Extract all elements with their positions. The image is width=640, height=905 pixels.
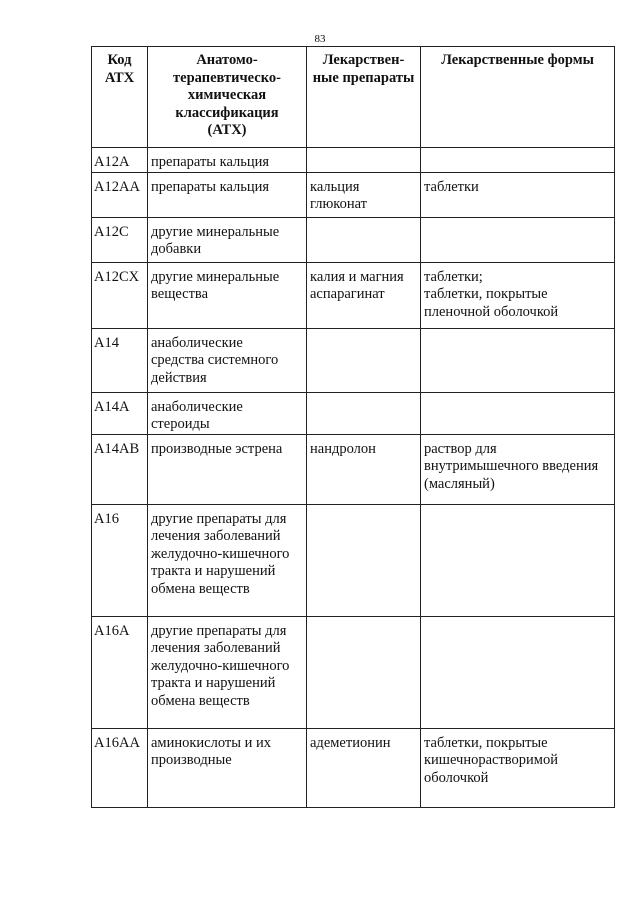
cell-classification [148, 728, 307, 807]
table-row [92, 434, 615, 504]
cell-form [421, 392, 615, 434]
table-row [92, 616, 615, 728]
table-row [92, 392, 615, 434]
page-number: 83 [314, 33, 326, 45]
cell-code [92, 172, 148, 217]
cell-code [92, 392, 148, 434]
cell-code [92, 616, 148, 728]
header-drugs-text: Лекарствен- ные препараты [312, 52, 415, 86]
cell-code-text: A14A [94, 398, 130, 415]
cell-drug [307, 217, 421, 262]
cell-code-text: A12AA [94, 178, 140, 195]
header-row [92, 47, 615, 148]
cell-code-text: A12CX [94, 268, 140, 285]
cell-classification-text: другие препараты для лечения заболеваний желудочно-кишечного тракта и нарушений обмена веществ [151, 510, 290, 597]
header-forms-text: Лекарственные формы [441, 52, 594, 68]
cell-classification-text: анаболические стероиды [151, 398, 243, 432]
cell-form-text: таблетки; таблетки, покрытые пленочной оболочкой [424, 268, 559, 320]
header-code [92, 47, 148, 148]
cell-code-text: A16 [94, 510, 119, 527]
header-classification [148, 47, 307, 148]
cell-form [421, 616, 615, 728]
cell-classification-text: другие минеральные вещества [151, 268, 280, 302]
cell-code [92, 217, 148, 262]
cell-classification [148, 392, 307, 434]
cell-form [421, 217, 615, 262]
header-code-text: Код АТХ [104, 52, 135, 86]
cell-code-text: A16A [94, 622, 130, 639]
table-row [92, 148, 615, 173]
cell-drug-text: нандролон [310, 440, 376, 457]
cell-code [92, 434, 148, 504]
cell-classification [148, 148, 307, 173]
cell-code [92, 328, 148, 392]
cell-classification-text: другие минеральные добавки [151, 223, 280, 257]
cell-classification [148, 504, 307, 616]
cell-code [92, 148, 148, 173]
cell-code-text: A14AB [94, 440, 140, 457]
cell-code-text: A14 [94, 334, 119, 351]
cell-drug [307, 328, 421, 392]
cell-code [92, 262, 148, 328]
table-body [92, 148, 615, 808]
table-row [92, 328, 615, 392]
cell-classification-text: анаболические средства системного действия [151, 334, 279, 386]
cell-code [92, 504, 148, 616]
cell-form [421, 148, 615, 173]
cell-drug [307, 172, 421, 217]
table-row [92, 172, 615, 217]
cell-form [421, 262, 615, 328]
table-row [92, 504, 615, 616]
cell-classification [148, 434, 307, 504]
cell-code-text: A16AA [94, 734, 140, 751]
cell-classification [148, 616, 307, 728]
cell-classification-text: препараты кальция [151, 178, 270, 195]
header-classification-text: Анатомо- терапевтическо- химическая классификация (АТХ) [173, 52, 281, 138]
cell-classification [148, 217, 307, 262]
table-row [92, 728, 615, 807]
cell-form [421, 328, 615, 392]
cell-form [421, 434, 615, 504]
header-forms [421, 47, 615, 148]
cell-drug-text: адеметионин [310, 734, 391, 751]
cell-classification-text: препараты кальция [151, 154, 270, 170]
cell-classification-text: аминокислоты и их производные [151, 734, 272, 768]
cell-form-text: таблетки, покрытые кишечнорастворимой оболочкой [424, 734, 558, 786]
cell-drug [307, 616, 421, 728]
table-row [92, 217, 615, 262]
cell-drug [307, 434, 421, 504]
cell-drug-text: кальция глюконат [310, 178, 367, 212]
cell-form [421, 504, 615, 616]
header-drugs [307, 47, 421, 148]
cell-code-text: A12A [94, 154, 130, 170]
cell-classification [148, 262, 307, 328]
atx-classification-table [91, 46, 615, 808]
cell-drug-text: калия и магния аспарагинат [310, 268, 404, 302]
cell-code [92, 728, 148, 807]
cell-drug [307, 728, 421, 807]
cell-form-text: таблетки [424, 178, 479, 195]
cell-form-text: раствор для внутримышечного введения (масляный) [424, 440, 599, 492]
table-row [92, 262, 615, 328]
cell-classification-text: другие препараты для лечения заболеваний желудочно-кишечного тракта и нарушений обмена веществ [151, 622, 290, 709]
cell-drug [307, 392, 421, 434]
cell-drug [307, 504, 421, 616]
table-header [92, 47, 615, 148]
cell-classification [148, 172, 307, 217]
cell-classification [148, 328, 307, 392]
cell-drug [307, 148, 421, 173]
cell-classification-text: производные эстрена [151, 440, 283, 457]
cell-drug [307, 262, 421, 328]
cell-code-text: A12C [94, 223, 129, 240]
cell-form [421, 172, 615, 217]
cell-form [421, 728, 615, 807]
